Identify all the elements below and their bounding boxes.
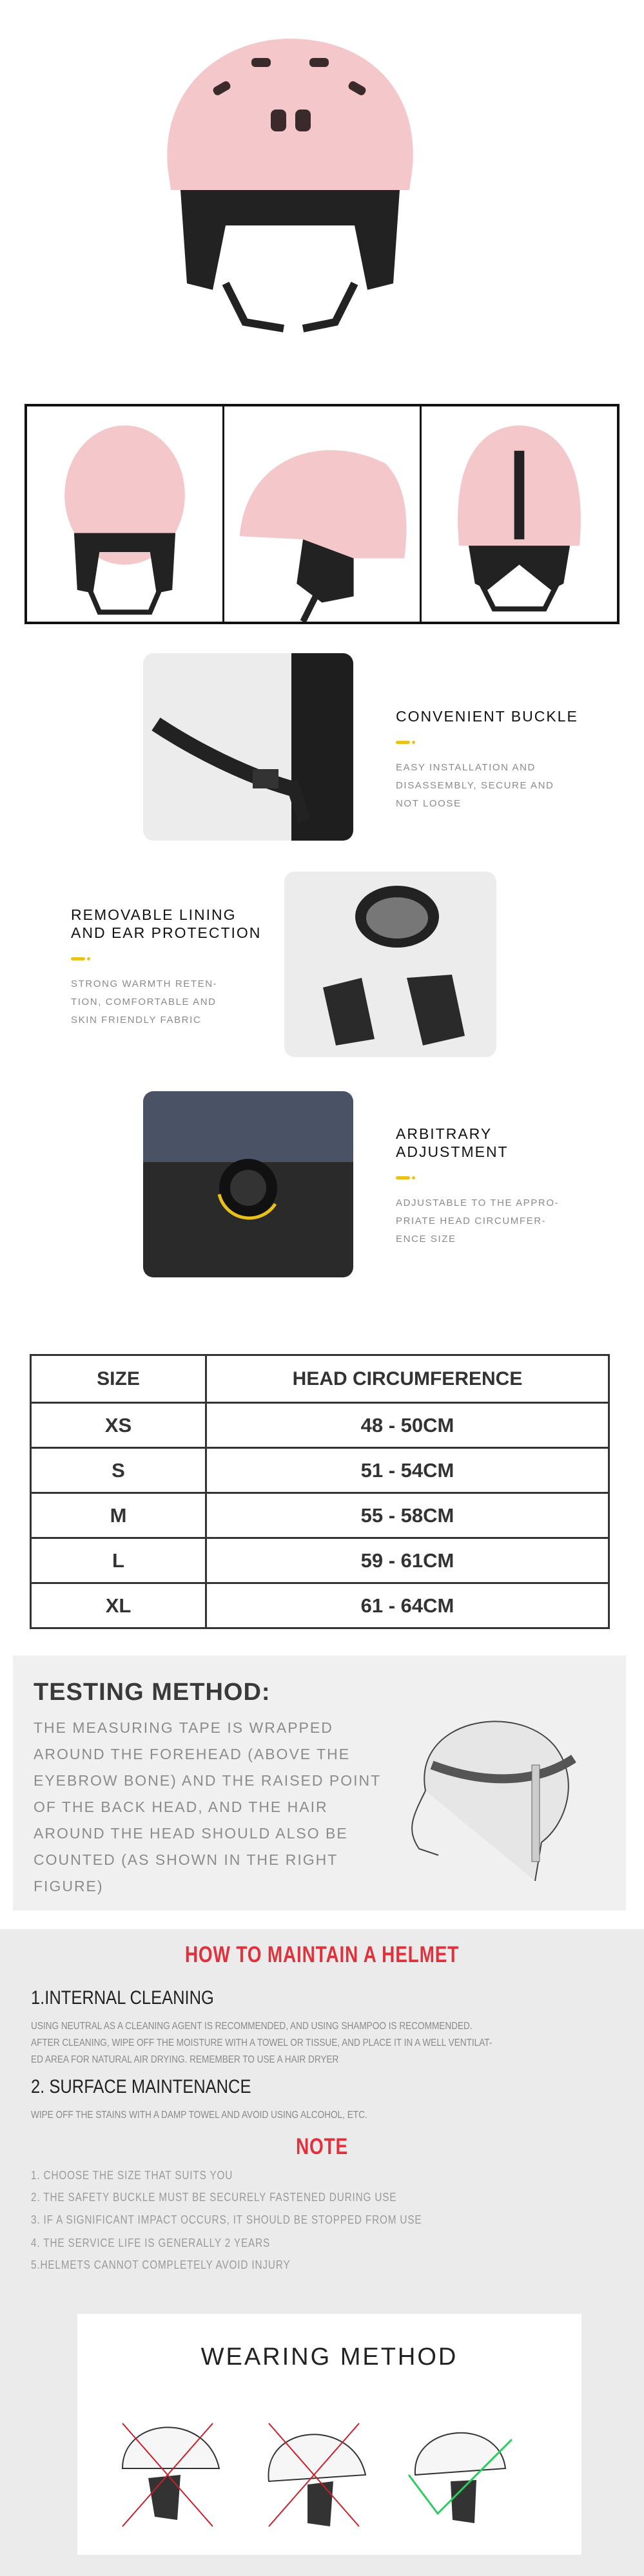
table-row — [31, 1493, 609, 1538]
testing-method-section — [13, 1655, 626, 1911]
buckle-image — [143, 653, 353, 841]
note-list — [31, 2169, 491, 2272]
helmet-back-view[interactable] — [422, 406, 617, 622]
internal-cleaning-body — [31, 2018, 492, 2068]
header-size: SIZE — [31, 1355, 206, 1403]
table-row — [31, 1403, 609, 1448]
table-cell: 55 - 58CM — [206, 1493, 609, 1538]
feature-body — [396, 1194, 559, 1248]
testing-body: THE MEASURING TAPE IS WRAPPED AROUND THE FOREHEAD (ABOVE THE EYEBROW BONE) AND THE RAISED POINT OF THE BACK HEAD, AND THE HAIR AROUND THE HEAD SHOULD ALSO BE COUNTED (AS SHOWN IN THE RIGHT FIGURE) — [34, 1719, 381, 1894]
text-line: NOT LOOSE — [396, 798, 462, 809]
table-cell: XL — [31, 1583, 206, 1628]
note-item: 3. IF A SIGNIFICANT IMPACT OCCURS, IT SHOULD BE STOPPED FROM USE — [31, 2213, 422, 2226]
hero-helmet-image — [155, 32, 425, 335]
note-item: 1. CHOOSE THE SIZE THAT SUITS YOU — [31, 2169, 233, 2182]
text-line: STRONG WARMTH RETEN- — [71, 978, 218, 989]
table-row — [31, 1583, 609, 1628]
table-header-row — [31, 1355, 609, 1403]
note-item: 2. THE SAFETY BUCKLE MUST BE SECURELY FASTENED DURING USE — [31, 2191, 397, 2204]
feature-buckle — [396, 707, 578, 813]
text-line: ARBITRARY — [396, 1125, 493, 1142]
text-line: DISASSEMBLY, SECURE AND — [396, 780, 554, 791]
note-item: 5.HELMETS CANNOT COMPLETELY AVOID INJURY — [31, 2258, 291, 2271]
wrong-wear-1 — [122, 2423, 219, 2526]
table-cell: XS — [31, 1403, 206, 1448]
note-item: 4. THE SERVICE LIFE IS GENERALLY 2 YEARS — [31, 2237, 271, 2249]
lining-image — [284, 872, 496, 1057]
header-head-circumference: HEAD CIRCUMFERENCE — [206, 1355, 609, 1403]
text-line: TION, COMFORTABLE AND — [71, 997, 217, 1007]
testing-title: TESTING METHOD: — [34, 1679, 271, 1706]
helmet-front-view[interactable] — [27, 406, 224, 622]
surface-maintenance-heading: 2. SURFACE MAINTENANCE — [31, 2076, 251, 2097]
table-cell: M — [31, 1493, 206, 1538]
table-cell: 51 - 54CM — [206, 1448, 609, 1493]
note-title: NOTE — [296, 2134, 348, 2159]
text-line: USING NEUTRAL AS A CLEANING AGENT IS RECOMMENDED, AND USING SHAMPOO IS RECOMMENDED. — [31, 2021, 473, 2032]
feature-body — [71, 975, 261, 1029]
accent-dash — [71, 957, 90, 961]
wearing-title: WEARING METHOD — [200, 2343, 458, 2371]
feature-adjustment — [396, 1125, 559, 1248]
table-cell: S — [31, 1448, 206, 1493]
accent-dash — [396, 741, 415, 745]
text-line: EASY INSTALLATION AND — [396, 762, 536, 773]
table-cell: 59 - 61CM — [206, 1538, 609, 1583]
table-row — [31, 1538, 609, 1583]
text-line: AND EAR PROTECTION — [71, 924, 262, 941]
text-line: ADJUSTABLE TO THE APPRO- — [396, 1197, 560, 1208]
surface-maintenance-body: WIPE OFF THE STAINS WITH A DAMP TOWEL AND AVOID USING ALCOHOL, ETC. — [31, 2110, 367, 2121]
text-line: SKIN FRIENDLY FABRIC — [71, 1015, 202, 1026]
head-measurement-illustration — [387, 1694, 600, 1887]
accent-dash — [396, 1176, 415, 1180]
size-chart-table — [30, 1354, 610, 1629]
text-line: REMOVABLE LINING — [71, 906, 237, 923]
feature-body — [396, 759, 578, 813]
feature-title: CONVENIENT BUCKLE — [396, 708, 578, 725]
text-line: ENCE SIZE — [396, 1234, 456, 1245]
text-line: AFTER CLEANING, WIPE OFF THE MOISTURE WITH A TOWEL OR TISSUE, AND PLACE IT IN A WELL VENTILAT- — [31, 2037, 493, 2048]
feature-title — [396, 1125, 559, 1161]
wearing-illustrations — [110, 2404, 548, 2546]
helmet-side-view[interactable] — [224, 406, 422, 622]
table-row — [31, 1448, 609, 1493]
maintain-title: HOW TO MAINTAIN A HELMET — [184, 1942, 460, 1967]
table-cell: 61 - 64CM — [206, 1583, 609, 1628]
table-cell: 48 - 50CM — [206, 1403, 609, 1448]
feature-title — [71, 906, 261, 942]
internal-cleaning-heading: 1.INTERNAL CLEANING — [31, 1987, 214, 2008]
adjustment-dial-image — [143, 1091, 353, 1277]
text-line: PRIATE HEAD CIRCUMFER- — [396, 1216, 547, 1226]
correct-wear — [409, 2433, 512, 2523]
wrong-wear-2 — [268, 2423, 366, 2526]
feature-lining — [71, 906, 261, 1029]
text-line: ED AREA FOR NATURAL AIR DRYING. REMEMBER TO USE A HAIR DRYER — [31, 2054, 339, 2065]
table-cell: L — [31, 1538, 206, 1583]
text-line: ADJUSTMENT — [396, 1143, 509, 1160]
wearing-method-panel — [77, 2314, 581, 2555]
helmet-views-gallery — [24, 404, 620, 624]
